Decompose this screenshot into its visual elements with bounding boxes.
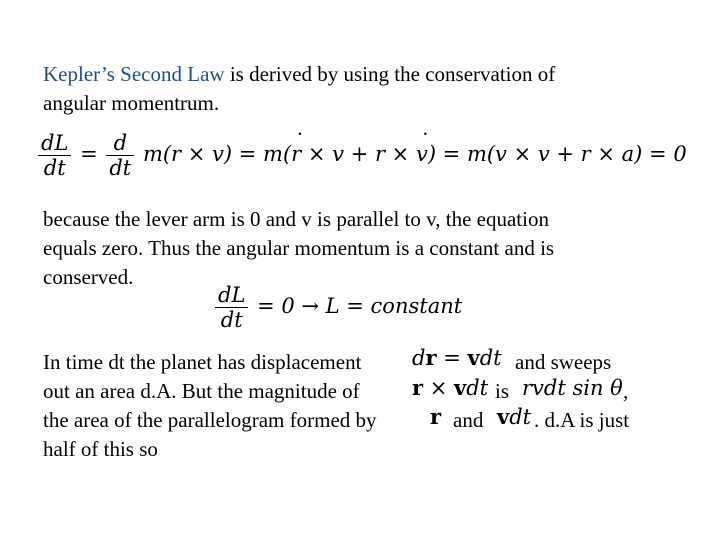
paragraph-line: [43, 60, 555, 89]
cross-product-formula: r × vdt: [412, 375, 489, 400]
v-dot-symbol: v ˙: [416, 142, 428, 166]
paragraph-line: angular momentrum.: [43, 91, 220, 115]
equation-term: = 0 → L =: [250, 294, 371, 318]
paragraph-text: and sweeps: [515, 350, 612, 374]
paragraph-text: the area of the parallelogram formed by: [43, 408, 377, 432]
equation-l-constant: [213, 283, 462, 332]
equation-term: × v + r ×: [301, 142, 416, 166]
paragraph-text: and: [453, 408, 484, 432]
paragraph-line: conserved.: [43, 265, 134, 289]
equation-term: m(r × v) = m(: [142, 142, 292, 166]
fraction-d-dt: $\frac{d}{dt}$: [106, 131, 134, 180]
paragraph-line: equals zero. Thus the angular momentum is a constant and is: [43, 236, 555, 260]
paragraph-text: is: [495, 379, 510, 403]
vdt-symbol: vdt: [497, 404, 532, 429]
paragraph-line: half of this so: [43, 437, 158, 461]
paragraph-text: ,: [623, 379, 629, 403]
r-vector-symbol: r: [430, 404, 442, 429]
equation-angular-momentum-derivative: $\frac{dL}{dt}$ = $\frac{d}{dt}$ m(r × v) = m(r ˙ × v + r × v ˙) = m(v × v + r × a) = 0: [36, 131, 687, 180]
paragraph-line: because the lever arm is 0 and v is parallel to v, the equation: [43, 207, 549, 231]
fraction-dl-dt: $\frac{dL}{dt}$: [215, 283, 248, 332]
rvdt-sin-formula: rvdt sin θ: [522, 376, 623, 400]
fraction-dl-dt: $\frac{dL}{dt}$: [38, 131, 71, 180]
paragraph-text: In time dt the planet has displacement: [43, 350, 362, 374]
equation-term: ) = m(v × v + r × a) = 0: [427, 142, 687, 166]
paragraph-text: out an area d.A. But the magnitude of: [43, 379, 360, 403]
keplers-second-law-link[interactable]: Kepler’s Second Law: [43, 62, 225, 86]
displacement-formula: dr = vdt: [412, 345, 502, 370]
equation-term: constant: [370, 294, 463, 318]
paragraph-text: is derived by using the conservation of: [224, 62, 556, 86]
r-dot-symbol: r ˙: [291, 142, 301, 166]
paragraph-text: . d.A is just: [534, 408, 630, 432]
